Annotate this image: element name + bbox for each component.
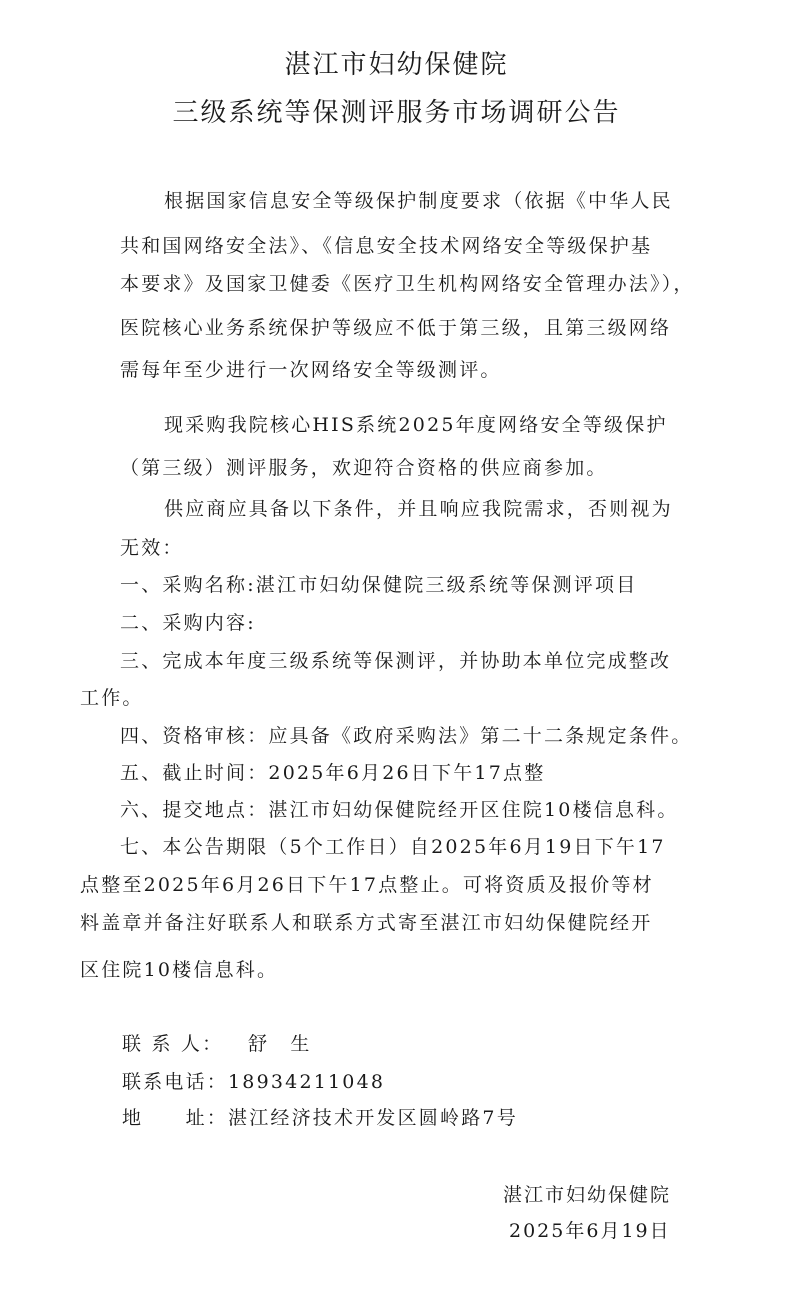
contact-person-value: 舒 生 — [248, 1033, 312, 1055]
contact-phone-value: 18934211048 — [228, 1071, 386, 1093]
signature-org: 湛江市妇幼保健院 — [503, 1184, 672, 1206]
item-purchase-content: 二、采购内容: — [120, 612, 256, 634]
para3-line1: 供应商应具备以下条件，并且响应我院需求，否则视为 — [164, 498, 673, 520]
item-period-line3: 料盖章并备注好联系人和联系方式寄至湛江市妇幼保健院经开 — [80, 912, 653, 934]
para3-line2: 无效： — [120, 537, 184, 559]
item-purchase-name: 一、采购名称:湛江市妇幼保健院三级系统等保测评项目 — [120, 574, 638, 596]
item-period-line1: 七、本公告期限（5个工作日）自2025年6月19日下午17 — [120, 836, 666, 858]
para1-line4: 医院核心业务系统保护等级应不低于第三级，且第三级网络 — [120, 317, 672, 339]
para1-line1: 根据国家信息安全等级保护制度要求（依据《中华人民 — [164, 190, 673, 212]
contact-address-label: 地 址： — [122, 1107, 229, 1129]
document-title-org: 湛江市妇幼保健院 — [284, 50, 509, 80]
para1-line2: 共和国网络安全法》、《信息安全技术网络安全等级保护基 — [120, 235, 653, 257]
contact-phone-label: 联系电话： — [122, 1071, 229, 1093]
item-deadline: 五、截止时间：2025年6月26日下午17点整 — [120, 762, 546, 784]
contact-person-label: 联 系 人： — [122, 1033, 224, 1055]
para2-line2: （第三级）测评服务，欢迎符合资格的供应商参加。 — [120, 457, 608, 479]
contact-address-value: 湛江经济技术开发区圆岭路7号 — [228, 1107, 518, 1129]
para1-line5: 需每年至少进行一次网络安全等级测评。 — [120, 359, 502, 381]
para1-line3: 本要求》及国家卫健委《医疗卫生机构网络安全管理办法》）， — [120, 273, 695, 295]
item-qualification: 四、资格审核：应具备《政府采购法》第二十二条规定条件。 — [120, 725, 693, 747]
item-complete-line2: 工作。 — [80, 687, 144, 709]
signature-date: 2025年6月19日 — [509, 1220, 671, 1242]
para2-line1: 现采购我院核心HIS系统2025年度网络安全等级保护 — [164, 414, 668, 436]
item-location: 六、提交地点：湛江市妇幼保健院经开区住院10楼信息科。 — [120, 799, 679, 821]
item-period-line4: 区住院10楼信息科。 — [80, 959, 279, 981]
item-period-line2: 点整至2025年6月26日下午17点整止。可将资质及报价等材 — [80, 874, 654, 896]
item-complete-line1: 三、完成本年度三级系统等保测评，并协助本单位完成整改 — [120, 650, 672, 672]
document-title-subject: 三级系统等保测评服务市场调研公告 — [172, 98, 621, 128]
